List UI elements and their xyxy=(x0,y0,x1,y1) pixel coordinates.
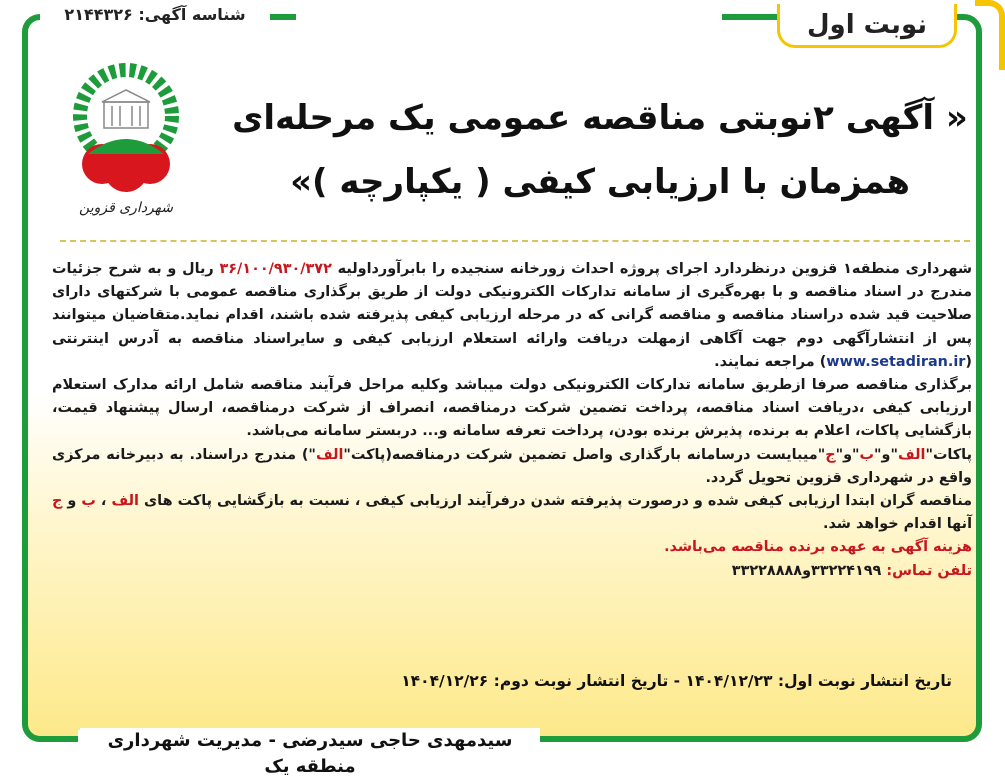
logo-caption: شهرداری قزوین xyxy=(79,200,173,216)
corner-accent xyxy=(975,0,1005,70)
edition-badge: نوبت اول xyxy=(777,4,957,48)
ad-id-value: ۲۱۴۴۳۲۶ xyxy=(64,5,133,24)
publication-dates: تاریخ انتشار نوبت اول: ۱۴۰۴/۱۲/۲۳ - تاریخ انتشار نوبت دوم: ۱۴۰۴/۱۲/۲۶ xyxy=(401,672,952,690)
paragraph-4: مناقصه گران ابتدا ارزیابی کیفی شده و درصورت پذیرفته شدن درفرآیند ارزیابی کیفی ، نسبت به بازگشایی پاکت های الف ، ب و ج آنها اقدام خواهد شد. xyxy=(52,493,972,533)
website-link[interactable]: www.setadiran.ir xyxy=(826,353,966,370)
notice-body xyxy=(52,258,972,583)
dashed-divider xyxy=(60,240,970,242)
title-line-1: « آگهی ۲نوبتی مناقصه عمومی یک مرحله‌ای xyxy=(232,98,968,138)
ad-id-label: شناسه آگهی: xyxy=(138,5,246,24)
phone-line xyxy=(52,560,972,583)
notice-title xyxy=(230,86,970,214)
signature: سیدمهدی حاجی سیدرضی - مدیریت شهرداری منطقه یک xyxy=(80,728,540,754)
paragraph-2: برگذاری مناقصه صرفا ازطریق سامانه تدارکات الکترونیکی دولت میباشد وکلیه مراحل فرآیند مناقصه شامل ارائه مدارک استعلام ارزیابی کیفی ،دریافت اسناد مناقصه، پرداخت تضمین شرکت درمناقصه، انصراف از شرکت درمناقصه، ارسال پیشنهاد قیمت، بازگشایی پاکات، اعلام به برنده، پذیرش برنده بودن، پرداخت تعرفه سامانه و... دربستر سامانه می‌باشد. xyxy=(52,377,972,440)
paragraph-1: شهرداری منطقه۱ قزوین درنظردارد اجرای پروژه احداث زورخانه سنجیده را بابرآورداولیه ۳۶/۱۰۰/۹۳۰/۳۷۲ ریال و به شرح جزئیات مندرج در اسناد مناقصه و با بهره‌گیری از سامانه تدارکات الکترونیکی دولت از طریق برگذاری مناقصه عمومی با شرکتهای دارای صلاحیت قید شده دراسناد مناقصه و مناقصه گرانی که در مرحله ارزیابی کیفی پذیرفته شده باشند، اقدام نماید.متقاضیان میتوانند پس از انتشارآگهی دوم جهت آگاهی ازمهلت دریافت وارائه استعلام ارزیابی کیفی و سایراسناد مناقصه به آدرس اینترنتی (www.setadiran.ir) مراجعه نمایند. xyxy=(52,261,972,370)
municipality-logo xyxy=(58,54,194,224)
ad-id xyxy=(40,2,270,28)
phone-value: ۳۳۲۲۴۱۹۹و۳۳۲۲۸۸۸۸ xyxy=(731,562,887,579)
pomegranate-icon xyxy=(82,139,170,192)
cost-note: هزینه آگهی به عهده برنده مناقصه می‌باشد. xyxy=(664,539,972,556)
paragraph-3: پاکات"الف"و"ب"و"ج"میبایست درسامانه بارگذاری واصل تضمین شرکت درمناقصه(پاکت"الف") مندرج دراسناد. به دبیرخانه مرکزی واقع در شهرداری قزوین تحویل گردد. xyxy=(52,446,972,486)
phone-label: تلفن تماس: xyxy=(886,562,972,579)
budget-amount: ۳۶/۱۰۰/۹۳۰/۳۷۲ xyxy=(219,261,332,277)
title-line-2: همزمان با ارزیابی کیفی ( یکپارچه )» xyxy=(290,162,910,202)
